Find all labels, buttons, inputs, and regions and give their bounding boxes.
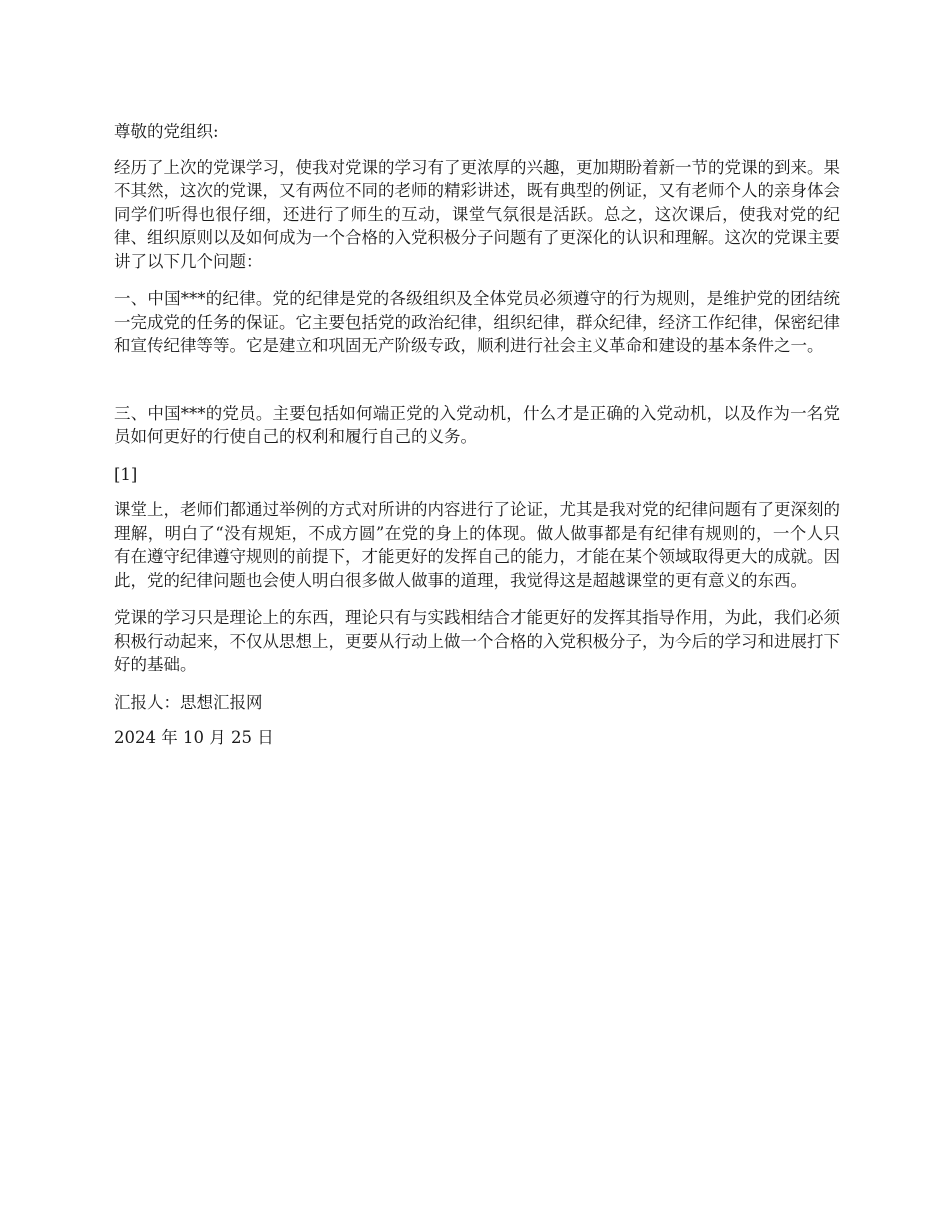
paragraph-classroom: 课堂上，老师们都通过举例的方式对所讲的内容进行了论证，尤其是我对党的纪律问题有了更深刻的理解，明白了“没有规矩，不成方圆”在党的身上的体现。做人做事都是有纪律有规则的，一个人只有在遵守纪律遵守规则的前提下，才能更好的发挥自己的能力，才能在某个领域取得更大的成就。因此，党的纪律问题也会使人明白很多做人做事的道理，我觉得这是超越课堂的更有意义的东西。 (114, 500, 840, 590)
date-line: 2024 年 10 月 25 日 (114, 728, 274, 747)
document-body (114, 120, 840, 764)
salutation: 尊敬的党组织: (114, 122, 219, 141)
paragraph-intro: 经历了上次的党课学习，使我对党课的学习有了更浓厚的兴趣，更加期盼着新一节的党课的到来。果不其然，这次的党课，又有两位不同的老师的精彩讲述，既有典型的例证，又有老师个人的亲身体会同学们听得也很仔细，还进行了师生的互动，课堂气氛很是活跃。总之，这次课后，使我对党的纪律、组织原则以及如何成为一个合格的入党积极分子问题有了更深化的认识和理解。这次的党课主要讲了以下几个问题： (114, 157, 840, 271)
reporter-line: 汇报人：思想汇报网 (114, 692, 263, 712)
paragraph-conclusion: 党课的学习只是理论上的东西，理论只有与实践相结合才能更好的发挥其指导作用，为此，我们必须积极行动起来，不仅从思想上，更要从行动上做一个合格的入党积极分子，为今后的学习和进展打下好的基础。 (114, 608, 840, 674)
paragraph-members: 三、中国***的党员。主要包括如何端正党的入党动机，什么才是正确的入党动机，以及作为一名党员如何更好的行使自己的权利和履行自己的义务。 (114, 403, 840, 446)
paragraph-discipline: 一、中国***的纪律。党的纪律是党的各级组织及全体党员必须遵守的行为规则，是维护党的团结统一完成党的任务的保证。它主要包括党的政治纪律，组织纪律，群众纪律，经济工作纪律，保密纪律和宣传纪律等等。它是建立和巩固无产阶级专政，顺利进行社会主义革命和建设的基本条件之一。 (114, 289, 840, 355)
footnote-reference: [1] (114, 464, 138, 484)
